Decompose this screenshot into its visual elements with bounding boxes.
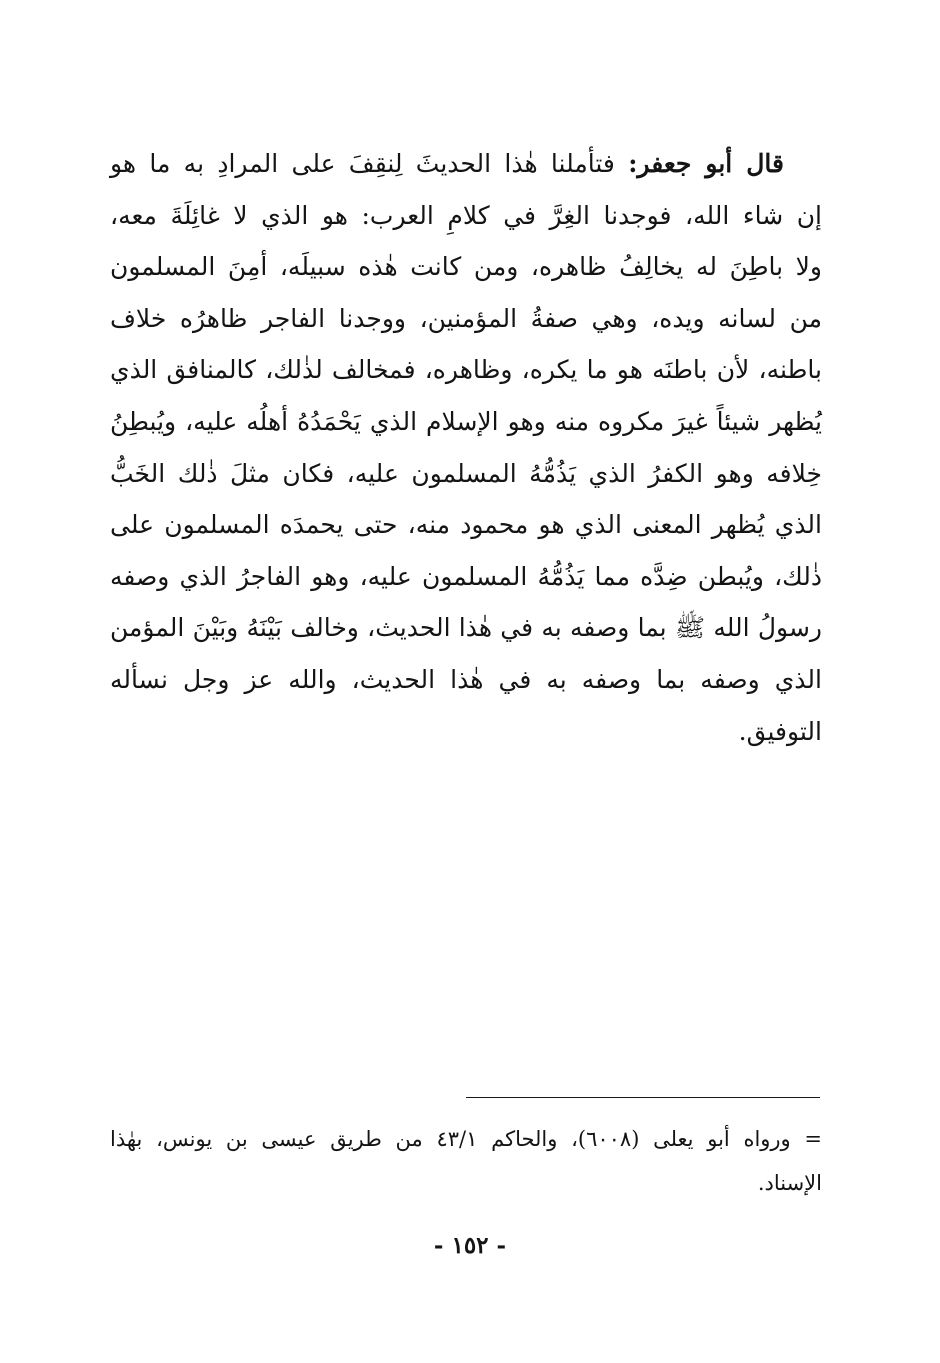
text-line-9: ذٰلك، ويُبطن ضِدَّه مما يَذُمُّهُ المسلمون عليه، وهو الفاجرُ الذي وصفه [110,561,822,591]
text-line-6: يُظهر شيئاً غيرَ مكروه منه وهو الإسلام الذي يَحْمَدُهُ أهلُه عليه، ويُبطِنُ [110,406,822,436]
text-line-11: الذي وصفه بما وصفه به في هٰذا الحديث، والله عز وجل نسأله [110,664,822,694]
text-line-5: باطنه، لأن باطنَه هو ما يكره، وظاهره، فمخالف لذٰلك، كالمنافق الذي [110,355,822,385]
text-line-1-content: فتأملنا هٰذا الحديثَ لِنقِفَ على المرادِ به ما هو [110,149,615,178]
footnote-block [110,1117,822,1205]
text-line-2: إن شاء الله، فوجدنا الغِرَّ في كلامِ العرب: هو الذي لا غائِلَةَ معه، [110,200,822,230]
main-text-block [110,138,822,757]
footnote-line-1: = ورواه أبو يعلى (٦٠٠٨)، والحاكم ٤٣/١ من طريق عيسى بن يونس، بهٰذا [110,1127,822,1151]
text-line-1 [110,138,822,190]
footnote-line-2: الإسناد. [757,1171,822,1195]
footnote-divider [466,1097,820,1098]
text-line-3: ولا باطِنَ له يخالِفُ ظاهره، ومن كانت هٰذه سبيلَه، أمِنَ المسلمون [110,252,822,282]
speaker-label: قال أبو جعفر: [628,149,785,178]
text-line-10: رسولُ الله ﷺ بما وصفه به في هٰذا الحديث، وخالف بَيْنَهُ وبَيْنَ المؤمن [110,613,822,643]
text-line-12: التوفيق. [738,716,822,746]
text-line-4: من لسانه ويده، وهي صفةُ المؤمنين، ووجدنا الفاجر ظاهرُه خلاف [110,303,822,333]
text-line-8: الذي يُظهر المعنى الذي هو محمود منه، حتى يحمدَه المسلمون على [110,510,822,540]
page-number: - ١٥٢ - [433,1232,507,1259]
text-line-7: خِلافه وهو الكفرُ الذي يَذُمُّهُ المسلمون عليه، فكان مثلَ ذٰلك الخَبُّ [110,458,822,488]
